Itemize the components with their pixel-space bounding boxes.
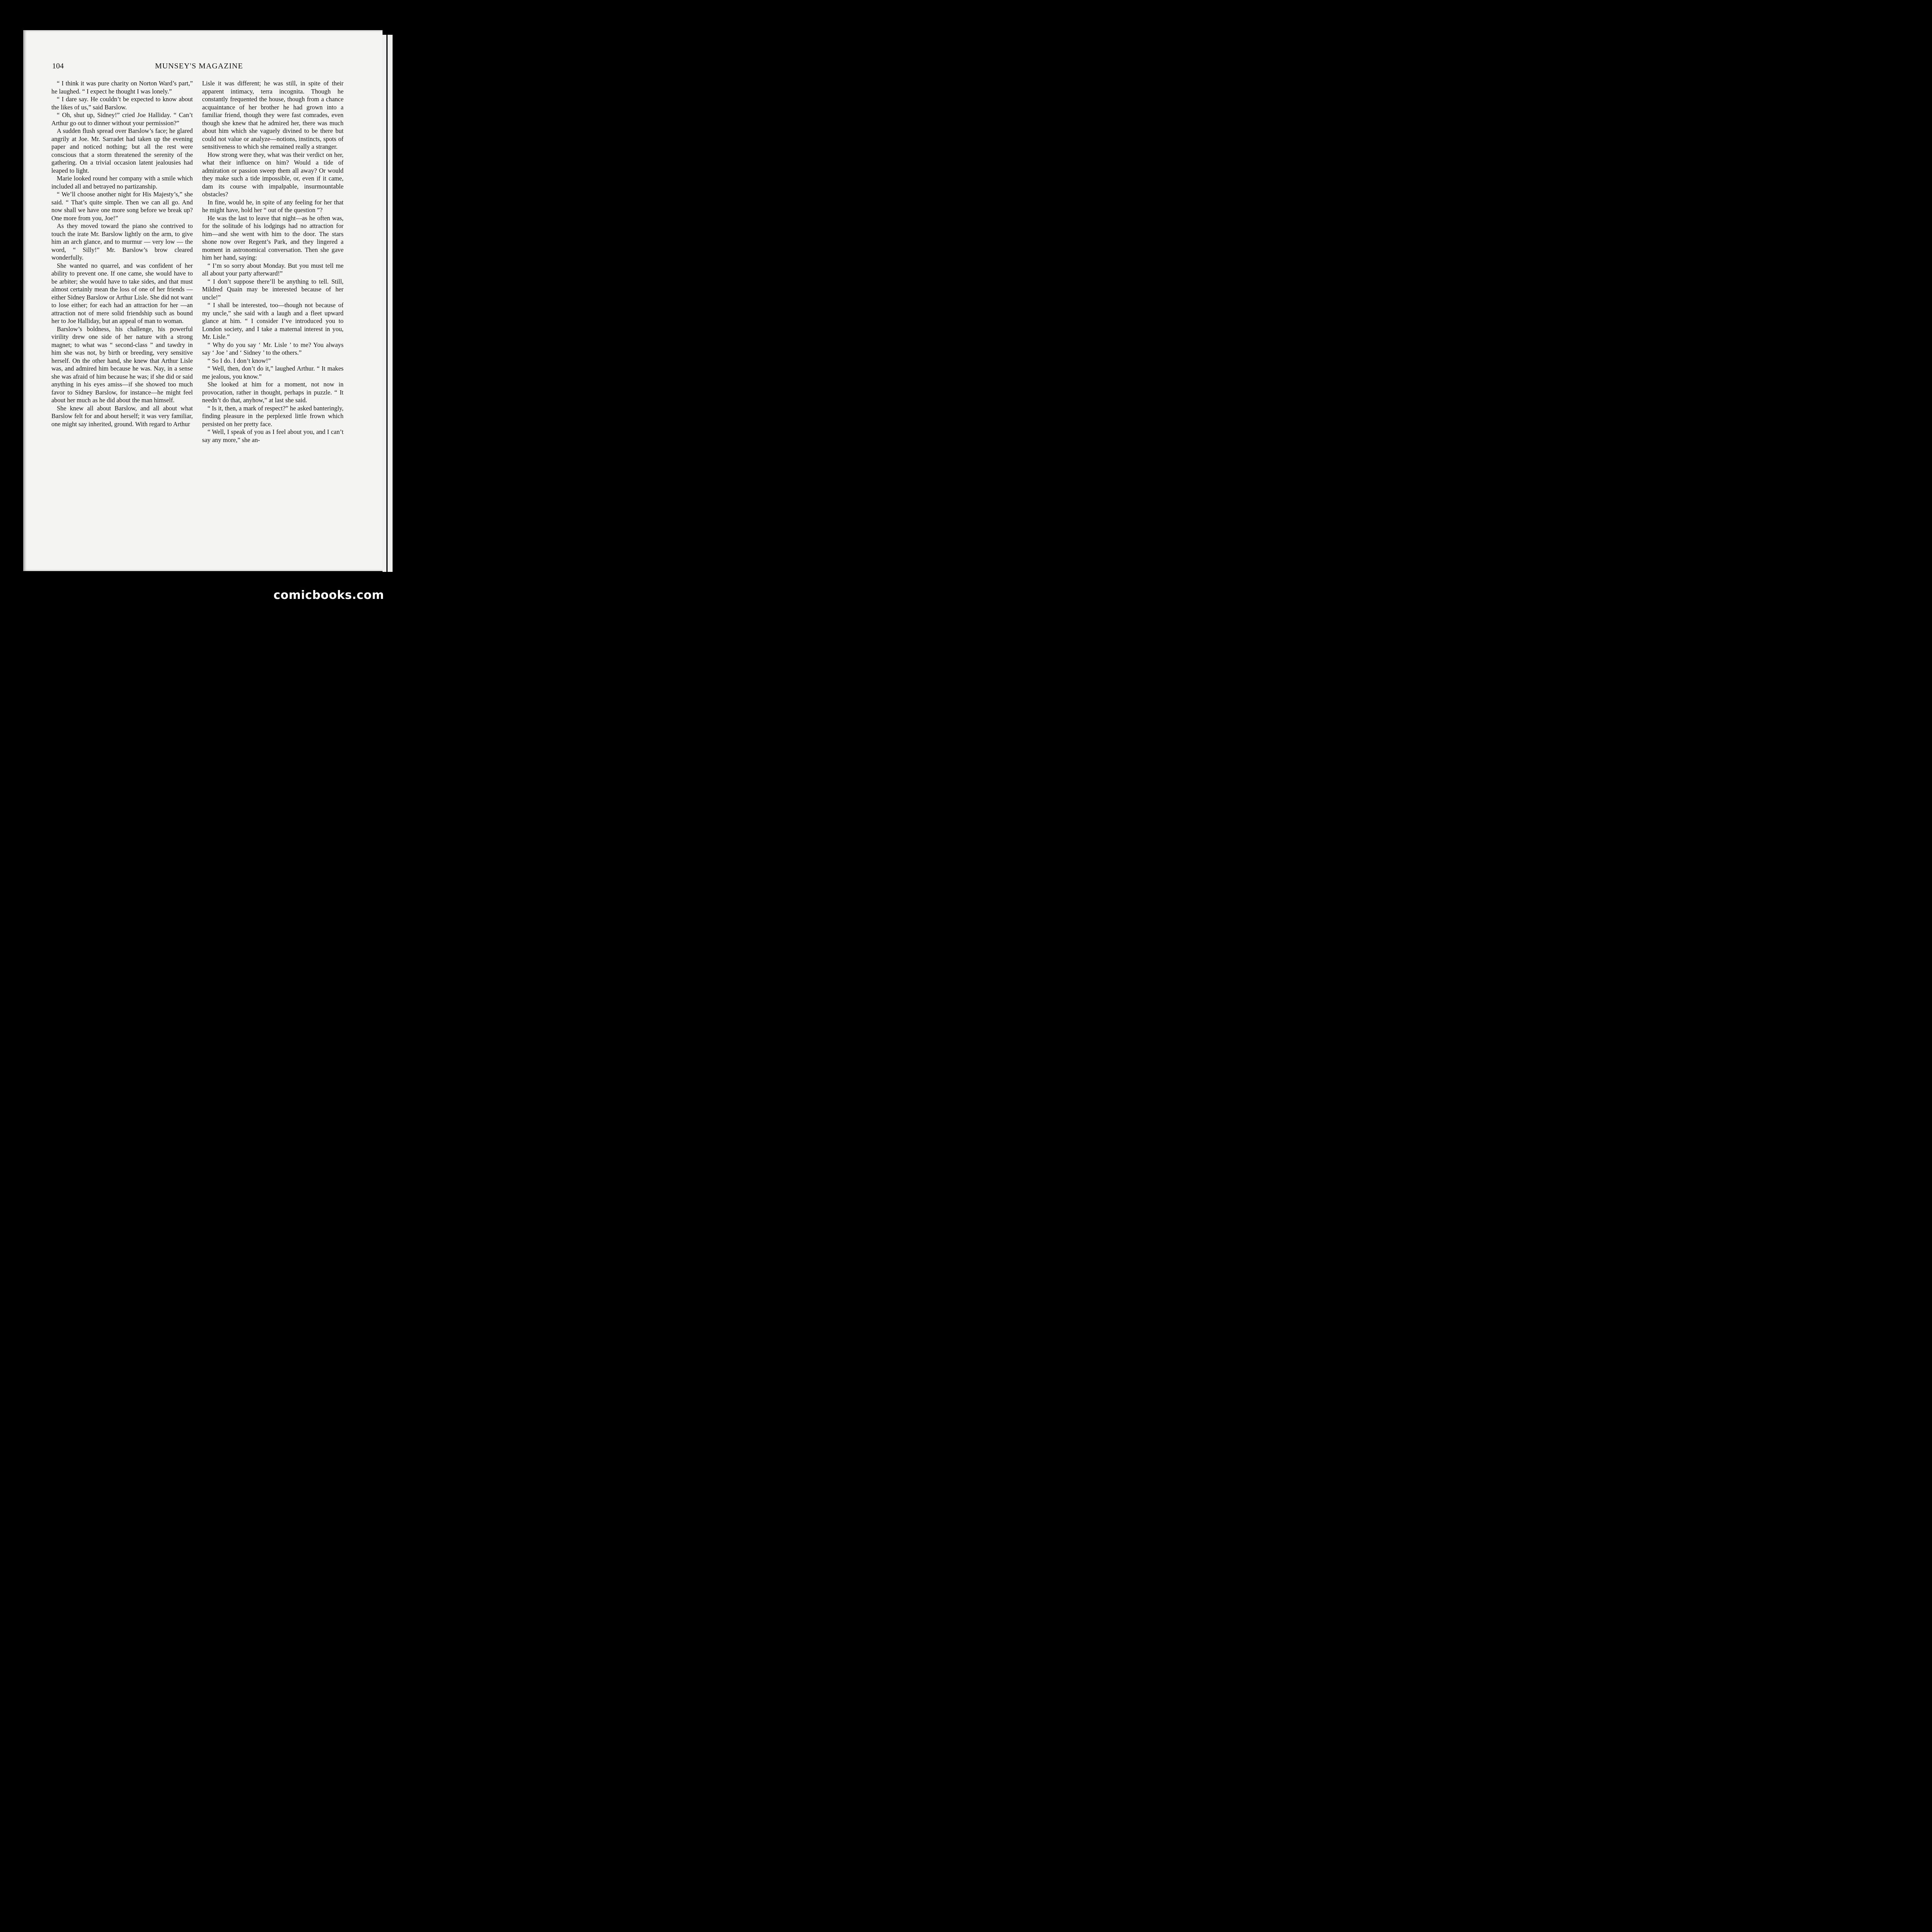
paragraph: “ I don’t suppose there’ll be anything to tell. Still, Mildred Quain may be interested because of her uncle!” [202,277,344,301]
paragraph: “ So I do. I don’t know!” [207,357,271,364]
right-text-column [202,80,344,543]
paragraph: How strong were they, what was their verdict on her, what their influence on him? Would a tide of admiration or passion sweep them all away? Or would they make such a tide impossible, or, even if it came, dam its course with impalpable, insurmountable obstacles? [202,151,344,198]
left-text-column [51,80,193,543]
adjacent-page-edge [383,35,393,572]
paragraph: He was the last to leave that night—as he often was, for the solitude of his lodgings had no attraction for him—and she went with him to the door. The stars shone now over Regent’s Park, and they lingered a moment in astronomical conversation. Then she gave him her hand, saying: [202,214,344,261]
page-number: 104 [52,62,64,70]
paragraph: “ Oh, shut up, Sidney!” cried Joe Halliday. “ Can’t Arthur go out to dinner without your permission?” [51,111,193,127]
paragraph: “ I’m so sorry about Monday. But you must tell me all about your party afterward!” [202,262,344,277]
paragraph: She looked at him for a moment, not now in provocation, rather in thought, perhaps in puzzle. “ It needn’t do that, anyhow,” at last she said. [202,381,344,404]
paragraph: As they moved toward the piano she contrived to touch the irate Mr. Barslow lightly on the arm, to give him an arch glance, and to murmur — very low — the word, “ Silly!” Mr. Barslow’s brow cleared wonderfully. [51,222,193,261]
page-fold-shadow [386,35,388,572]
paragraph: “ Well, then, don’t do it,” laughed Arthur. “ It makes me jealous, you know.” [202,365,344,380]
paragraph: “ I shall be interested, too—though not because of my uncle,” she said with a laugh and a fleet upward glance at him. “ I consider I’ve introduced you to London society, and I take a maternal interest in you, Mr. Lisle.” [202,301,344,340]
magazine-title: MUNSEY'S MAGAZINE [155,62,243,70]
paragraph: She wanted no quarrel, and was confident of her ability to prevent one. If one came, she would have to be arbiter; she would have to take sides, and that must almost certainly mean the loss of one of her friends — either Sidney Barslow or Arthur Lisle. She did not want to lose either; for each had an attraction for her —an attraction not of mere solid friendship such as bound her to Joe Halliday, but an appeal of man to woman. [51,262,193,325]
paragraph: A sudden flush spread over Barslow’s face; he glared angrily at Joe. Mr. Sarradet had taken up the evening paper and noticed nothing; but all the rest were conscious that a storm threatened the serenity of the gathering. On a trivial occasion latent jealousies had leaped to light. [51,127,193,174]
paragraph: Marie looked round her company with a smile which included all and betrayed no partizanship. [51,175,193,190]
paragraph: “ I dare say. He couldn’t be expected to know about the likes of us,” said Barslow. [51,95,193,111]
site-watermark: comicbooks.com [273,588,384,602]
paragraph: “ Why do you say ‘ Mr. Lisle ’ to me? You always say ‘ Joe ’ and ‘ Sidney ’ to the others.” [202,341,344,356]
paragraph: Barslow’s boldness, his challenge, his powerful virility drew one side of her nature with a strong magnet; to what was “ second-class ” and tawdry in him she was not, by birth or breeding, very sensitive herself. On the other hand, she knew that Arthur Lisle was, and admired him because he was. Nay, in a sense she was afraid of him because he was; if she did or said anything in his eyes amiss—if she showed too much favor to Sidney Barslow, for instance—he might feel about her much as he did about the man himself. [51,325,193,404]
paragraph: In fine, would he, in spite of any feeling for her that he might have, hold her “ out of the question ”? [202,198,344,214]
paragraph: “ Well, I speak of you as I feel about you, and I can’t say any more,” she an- [202,428,344,444]
paragraph: She knew all about Barslow, and all about what Barslow felt for and about herself; it was very familiar, one might say inherited, ground. With regard to Arthur [51,404,193,428]
running-head [52,62,346,73]
paragraph: “ Is it, then, a mark of respect?” he asked banteringly, finding pleasure in the perplexed little frown which persisted on her pretty face. [202,404,344,428]
paragraph-continued: Lisle it was different; he was still, in spite of their apparent intimacy, terra incognita. Though he constantly frequented the house, though from a chance acquaintance of her brother he had grown into a familiar friend, though they were fast comrades, even though she knew that he admired her, there was much about him which she vaguely divined to be there but could not value or analyze—notions, instincts, spots of sensitiveness to which she remained really a stranger. [202,80,344,150]
paragraph: “ I think it was pure charity on Norton Ward’s part,” he laughed. “ I expect he thought I was lonely.” [51,80,193,95]
paragraph: “ We’ll choose another night for His Majesty’s,” she said. “ That’s quite simple. Then we can all go. And now shall we have one more song before we break up? One more from you, Joe!” [51,190,193,222]
